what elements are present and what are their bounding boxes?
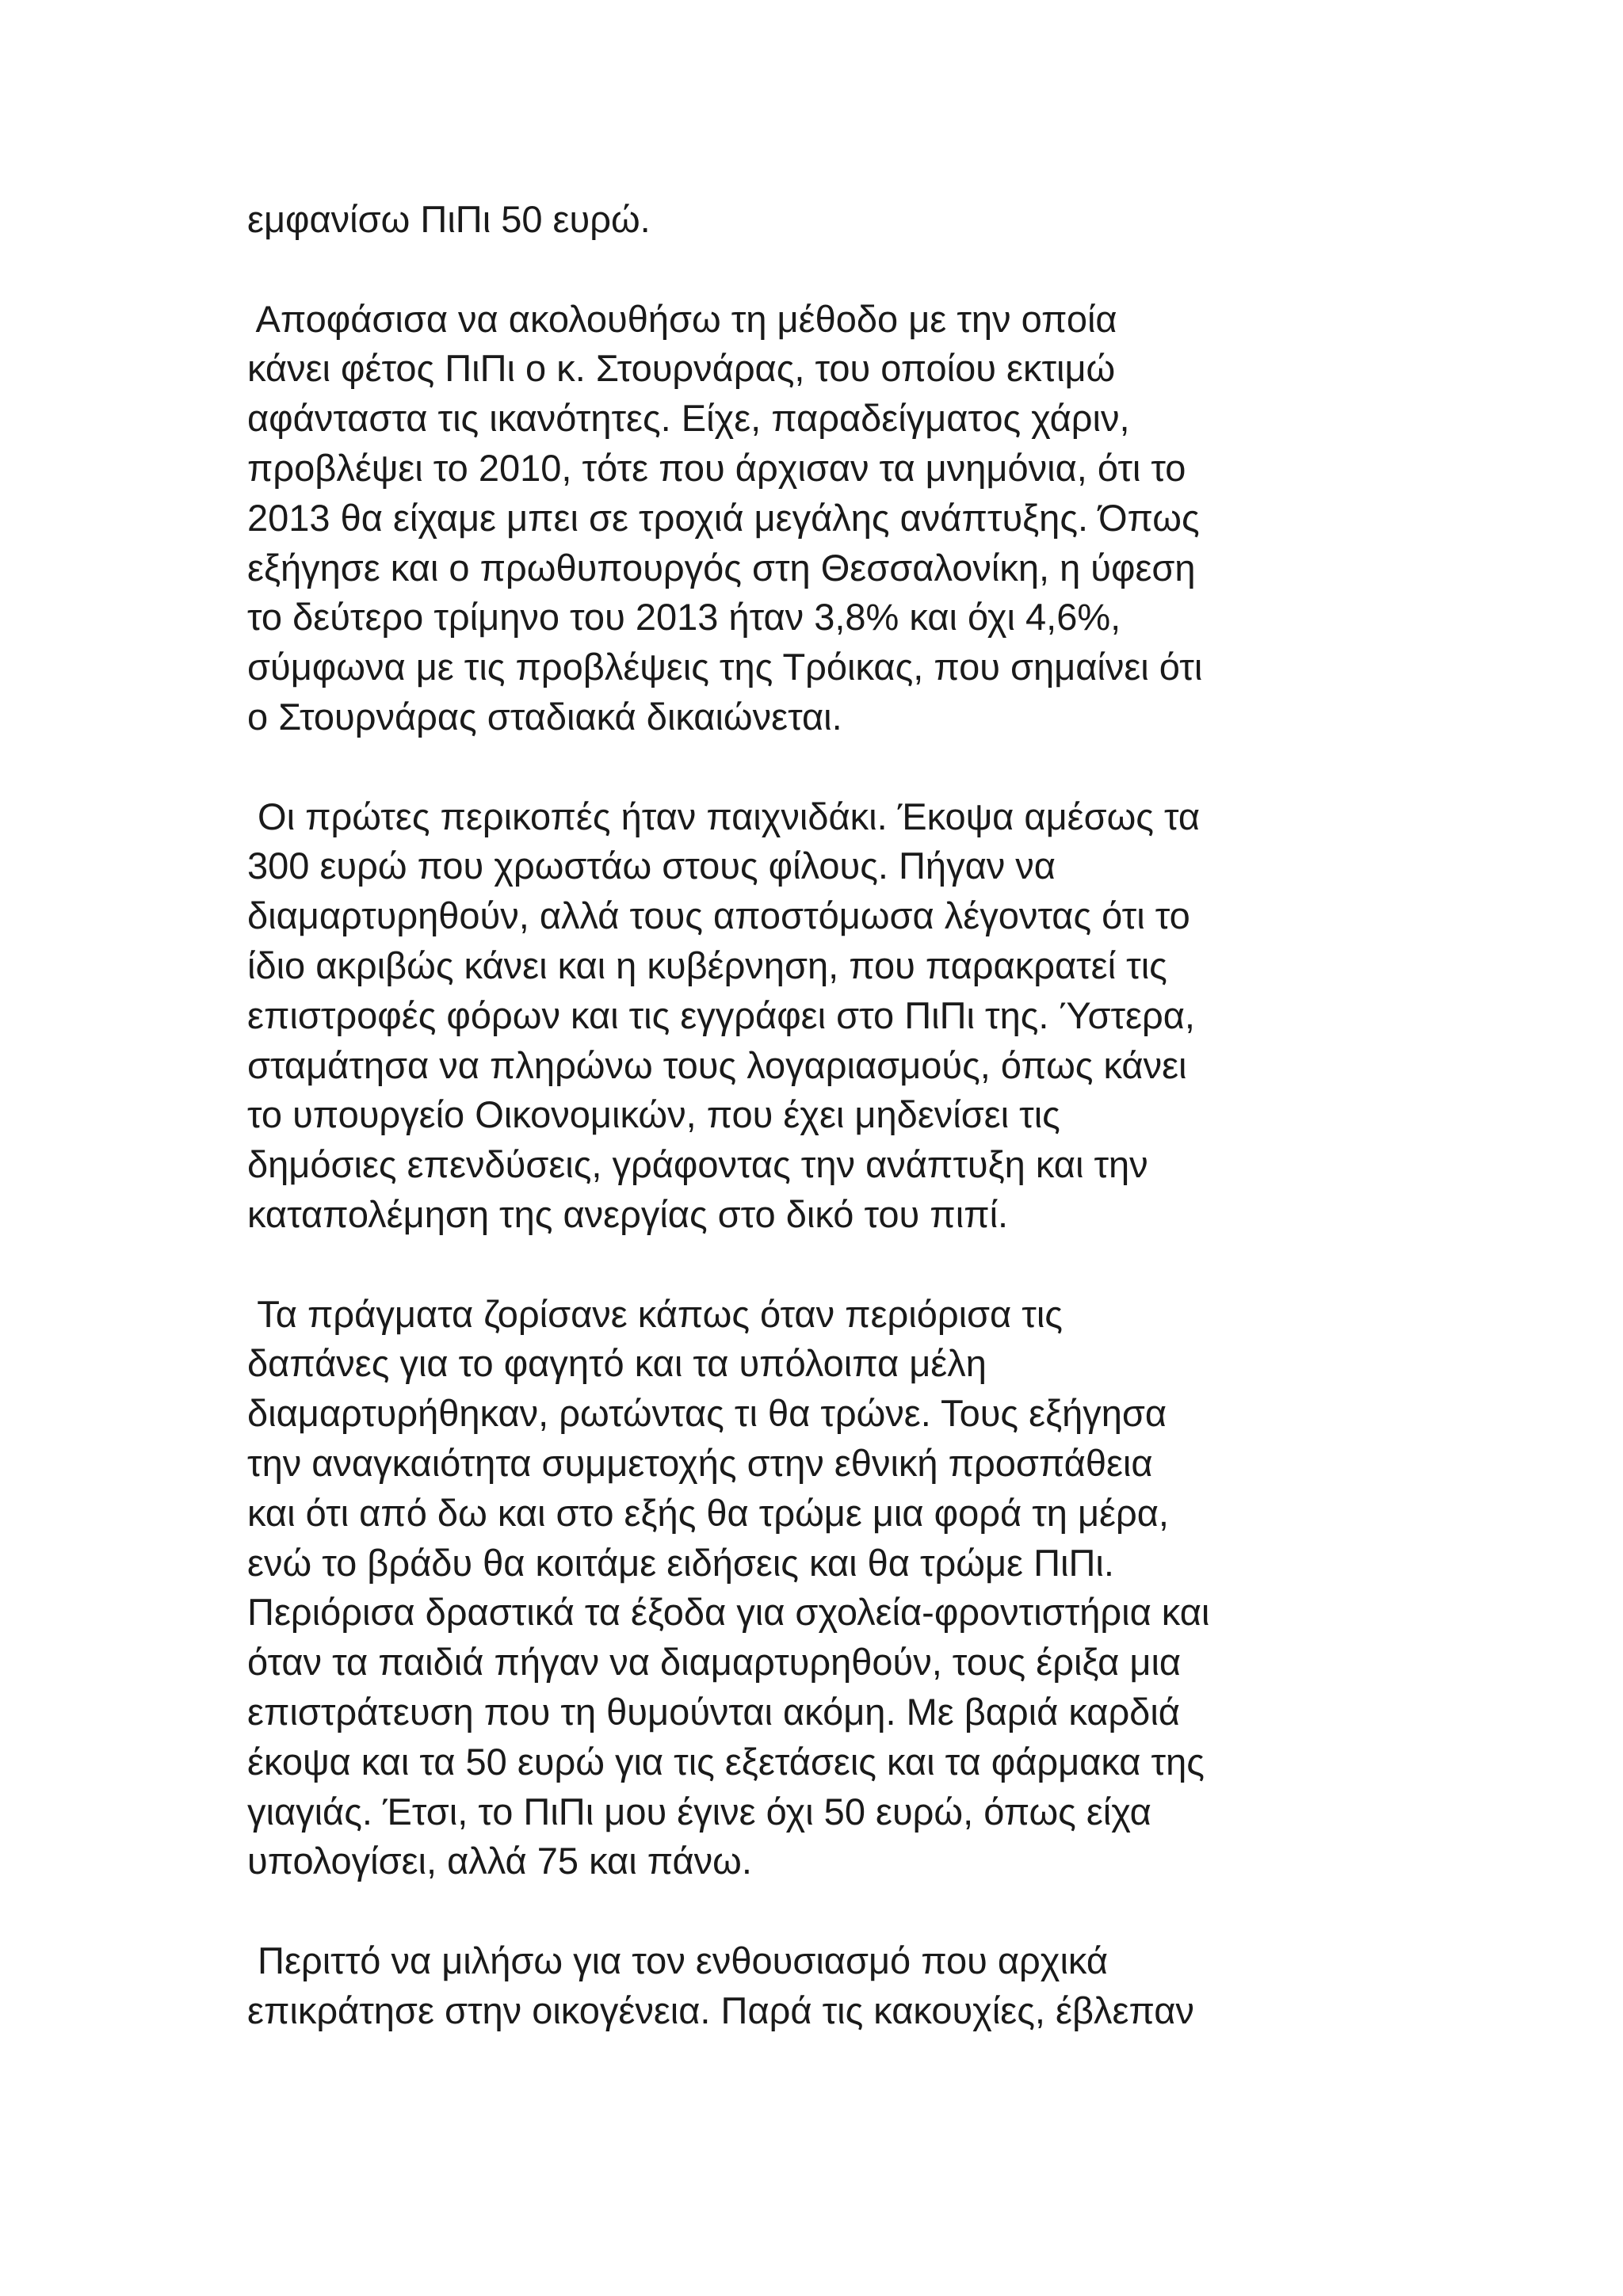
paragraph-gap xyxy=(247,245,1436,295)
text-line: έκοψα και τα 50 ευρώ για τις εξετάσεις και τα φάρμακα της xyxy=(247,1740,1205,1783)
text-line: προβλέψει το 2010, τότε που άρχισαν τα μνημόνια, ότι το xyxy=(247,446,1186,489)
text-line: Τα πράγματα ζορίσανε κάπως όταν περιόρισα τις xyxy=(247,1292,1063,1335)
paragraph-3 xyxy=(247,792,1436,1240)
text-line: δαπάνες για το φαγητό και τα υπόλοιπα μέλη xyxy=(247,1342,987,1385)
text-line: 2013 θα είχαμε μπει σε τροχιά μεγάλης ανάπτυξης. Όπως xyxy=(247,496,1200,539)
paragraph-2 xyxy=(247,295,1436,742)
paragraph-5 xyxy=(247,1936,1436,2036)
text-line: διαμαρτυρήθηκαν, ρωτώντας τι θα τρώνε. Τους εξήγησα xyxy=(247,1392,1167,1435)
text-line: επιστράτευση που τη θυμούνται ακόμη. Με βαριά καρδιά xyxy=(247,1690,1180,1733)
text-line: αφάνταστα τις ικανότητες. Είχε, παραδείγματος χάριν, xyxy=(247,397,1130,440)
text-line: δημόσιες επενδύσεις, γράφοντας την ανάπτυξη και την xyxy=(247,1143,1148,1186)
text-line: το υπουργείο Οικονομικών, που έχει μηδενίσει τις xyxy=(247,1093,1060,1136)
text-line: διαμαρτυρηθούν, αλλά τους αποστόμωσα λέγοντας ότι το xyxy=(247,894,1190,937)
paragraph-4 xyxy=(247,1290,1436,1887)
text-line: Οι πρώτες περικοπές ήταν παιχνιδάκι. Έκοψα αμέσως τα xyxy=(247,795,1201,837)
text-line: Αποφάσισα να ακολουθήσω τη μέθοδο με την οποία xyxy=(247,297,1117,340)
text-line: γιαγιάς. Έτσι, το ΠιΠι μου έγινε όχι 50 ευρώ, όπως είχα xyxy=(247,1790,1151,1833)
document-body xyxy=(247,195,1436,2035)
paragraph-1 xyxy=(247,195,1436,245)
text-line: επιστροφές φόρων και τις εγγράφει στο ΠιΠι της. Ύστερα, xyxy=(247,994,1195,1036)
text-line: Περιττό να μιλήσω για τον ενθουσιασμό που αρχικά xyxy=(247,1939,1109,1981)
text-line: 300 ευρώ που χρωστάω στους φίλους. Πήγαν να xyxy=(247,845,1056,887)
text-line: επικράτησε στην οικογένεια. Παρά τις κακουχίες, έβλεπαν xyxy=(247,1989,1194,2031)
text-line: ίδιο ακριβώς κάνει και η κυβέρνηση, που παρακρατεί τις xyxy=(247,944,1167,986)
text-line: το δεύτερο τρίμηνο του 2013 ήταν 3,8% και όχι 4,6%, xyxy=(247,596,1121,639)
text-line: Περιόρισα δραστικά τα έξοδα για σχολεία-φροντιστήρια και xyxy=(247,1591,1210,1634)
text-line: σταμάτησα να πληρώνω τους λογαριασμούς, όπως κάνει xyxy=(247,1043,1187,1086)
paragraph-gap xyxy=(247,1240,1436,1290)
text-line: και ότι από δω και στο εξής θα τρώμε μια φορά τη μέρα, xyxy=(247,1491,1169,1534)
text-line: κάνει φέτος ΠιΠι ο κ. Στουρνάρας, του οποίου εκτιμώ xyxy=(247,347,1116,390)
text-line: ενώ το βράδυ θα κοιτάμε ειδήσεις και θα τρώμε ΠιΠι. xyxy=(247,1541,1114,1584)
text-line: ο Στουρνάρας σταδιακά δικαιώνεται. xyxy=(247,695,842,738)
text-line: σύμφωνα με τις προβλέψεις της Τρόικας, που σημαίνει ότι xyxy=(247,646,1203,688)
paragraph-gap xyxy=(247,742,1436,792)
text-line: εξήγησε και ο πρωθυπουργός στη Θεσσαλονίκη, η ύφεση xyxy=(247,546,1196,589)
text-line: καταπολέμηση της ανεργίας στο δικό του πιπί. xyxy=(247,1192,1009,1235)
text-line: όταν τα παιδιά πήγαν να διαμαρτυρηθούν, τους έριξα μια xyxy=(247,1641,1182,1684)
text-line: την αναγκαιότητα συμμετοχής στην εθνική προσπάθεια xyxy=(247,1441,1153,1484)
text-line: εμφανίσω ΠιΠι 50 ευρώ. xyxy=(247,198,651,240)
text-line: υπολογίσει, αλλά 75 και πάνω. xyxy=(247,1840,752,1882)
paragraph-gap xyxy=(247,1886,1436,1936)
